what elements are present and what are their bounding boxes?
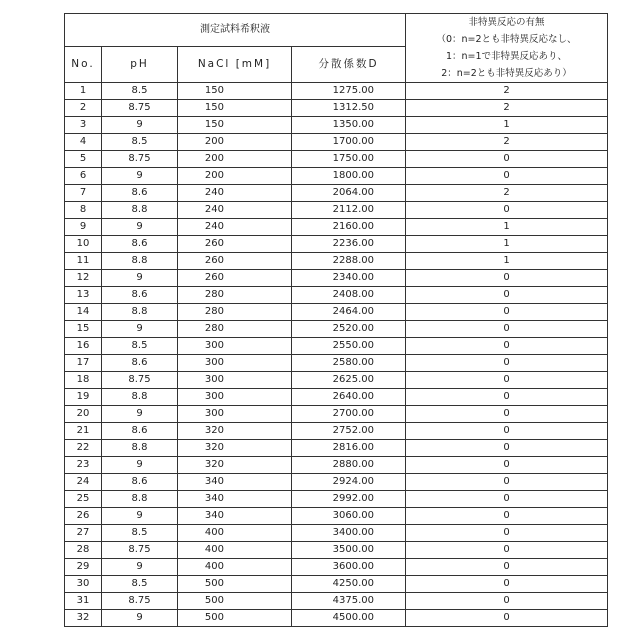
cell-ph: 8.8 bbox=[102, 202, 178, 219]
cell-nacl: 260 bbox=[178, 236, 292, 253]
cell-reaction: 0 bbox=[406, 508, 608, 525]
table-row bbox=[65, 491, 608, 508]
cell-nacl: 240 bbox=[178, 185, 292, 202]
cell-nacl: 320 bbox=[178, 423, 292, 440]
cell-nacl: 340 bbox=[178, 491, 292, 508]
table-row bbox=[65, 508, 608, 525]
table-row bbox=[65, 372, 608, 389]
table-row bbox=[65, 202, 608, 219]
table-row bbox=[65, 474, 608, 491]
cell-ph: 8.6 bbox=[102, 185, 178, 202]
table-row bbox=[65, 168, 608, 185]
cell-nacl: 200 bbox=[178, 151, 292, 168]
cell-nacl: 280 bbox=[178, 321, 292, 338]
cell-ph: 8.8 bbox=[102, 440, 178, 457]
cell-dispersion: 2992.00 bbox=[292, 491, 406, 508]
table-row bbox=[65, 100, 608, 117]
cell-reaction: 0 bbox=[406, 610, 608, 627]
cell-nacl: 200 bbox=[178, 134, 292, 151]
cell-ph: 8.5 bbox=[102, 525, 178, 542]
cell-nacl: 240 bbox=[178, 219, 292, 236]
header-row-1 bbox=[65, 14, 608, 47]
cell-ph: 8.8 bbox=[102, 304, 178, 321]
cell-no: 7 bbox=[65, 185, 102, 202]
cell-no: 25 bbox=[65, 491, 102, 508]
col-header-dispersion: 分散係数D bbox=[292, 47, 406, 83]
table-row bbox=[65, 525, 608, 542]
cell-nacl: 260 bbox=[178, 270, 292, 287]
cell-dispersion: 2924.00 bbox=[292, 474, 406, 491]
cell-no: 4 bbox=[65, 134, 102, 151]
cell-dispersion: 4375.00 bbox=[292, 593, 406, 610]
cell-reaction: 0 bbox=[406, 474, 608, 491]
table-row bbox=[65, 610, 608, 627]
cell-dispersion: 2464.00 bbox=[292, 304, 406, 321]
cell-reaction: 1 bbox=[406, 236, 608, 253]
cell-reaction: 0 bbox=[406, 287, 608, 304]
table-row bbox=[65, 457, 608, 474]
cell-dispersion: 2580.00 bbox=[292, 355, 406, 372]
cell-reaction: 2 bbox=[406, 134, 608, 151]
cell-dispersion: 2408.00 bbox=[292, 287, 406, 304]
cell-ph: 8.5 bbox=[102, 338, 178, 355]
cell-no: 13 bbox=[65, 287, 102, 304]
cell-nacl: 280 bbox=[178, 304, 292, 321]
cell-nacl: 400 bbox=[178, 525, 292, 542]
cell-dispersion: 3500.00 bbox=[292, 542, 406, 559]
table-row bbox=[65, 406, 608, 423]
cell-no: 17 bbox=[65, 355, 102, 372]
cell-nacl: 260 bbox=[178, 253, 292, 270]
cell-ph: 9 bbox=[102, 321, 178, 338]
table-row bbox=[65, 389, 608, 406]
cell-nacl: 150 bbox=[178, 83, 292, 100]
cell-reaction: 0 bbox=[406, 338, 608, 355]
cell-dispersion: 2520.00 bbox=[292, 321, 406, 338]
cell-dispersion: 1275.00 bbox=[292, 83, 406, 100]
cell-no: 5 bbox=[65, 151, 102, 168]
cell-dispersion: 2236.00 bbox=[292, 236, 406, 253]
cell-nacl: 320 bbox=[178, 440, 292, 457]
cell-reaction: 1 bbox=[406, 219, 608, 236]
cell-reaction: 0 bbox=[406, 542, 608, 559]
table-row bbox=[65, 219, 608, 236]
cell-dispersion: 2288.00 bbox=[292, 253, 406, 270]
cell-dispersion: 2752.00 bbox=[292, 423, 406, 440]
cell-reaction: 0 bbox=[406, 525, 608, 542]
cell-ph: 8.8 bbox=[102, 389, 178, 406]
cell-dispersion: 2160.00 bbox=[292, 219, 406, 236]
cell-reaction: 0 bbox=[406, 457, 608, 474]
cell-no: 29 bbox=[65, 559, 102, 576]
result-note-3: 2：n=2とも非特異反応あり） bbox=[406, 65, 607, 82]
cell-no: 6 bbox=[65, 168, 102, 185]
cell-ph: 8.5 bbox=[102, 576, 178, 593]
result-title: 非特異反応の有無 bbox=[406, 14, 607, 31]
col-header-ph: pH bbox=[102, 47, 178, 83]
cell-no: 14 bbox=[65, 304, 102, 321]
cell-no: 12 bbox=[65, 270, 102, 287]
cell-nacl: 400 bbox=[178, 542, 292, 559]
cell-ph: 8.75 bbox=[102, 151, 178, 168]
cell-ph: 8.8 bbox=[102, 491, 178, 508]
cell-ph: 9 bbox=[102, 508, 178, 525]
cell-no: 30 bbox=[65, 576, 102, 593]
cell-ph: 9 bbox=[102, 457, 178, 474]
cell-reaction: 0 bbox=[406, 304, 608, 321]
cell-no: 26 bbox=[65, 508, 102, 525]
cell-dispersion: 2064.00 bbox=[292, 185, 406, 202]
cell-nacl: 500 bbox=[178, 610, 292, 627]
table-row bbox=[65, 253, 608, 270]
cell-reaction: 0 bbox=[406, 355, 608, 372]
result-header bbox=[406, 14, 608, 83]
cell-nacl: 300 bbox=[178, 338, 292, 355]
table-row bbox=[65, 236, 608, 253]
table-row bbox=[65, 423, 608, 440]
cell-nacl: 150 bbox=[178, 117, 292, 134]
cell-no: 23 bbox=[65, 457, 102, 474]
cell-reaction: 0 bbox=[406, 168, 608, 185]
cell-nacl: 500 bbox=[178, 576, 292, 593]
result-note-2: 1：n=1で非特異反応あり、 bbox=[406, 48, 607, 65]
col-header-nacl: NaCl [mM] bbox=[178, 47, 292, 83]
cell-nacl: 300 bbox=[178, 406, 292, 423]
table-row bbox=[65, 593, 608, 610]
cell-dispersion: 1800.00 bbox=[292, 168, 406, 185]
cell-no: 15 bbox=[65, 321, 102, 338]
table-row bbox=[65, 559, 608, 576]
cell-dispersion: 2640.00 bbox=[292, 389, 406, 406]
data-table bbox=[64, 13, 608, 627]
cell-no: 3 bbox=[65, 117, 102, 134]
cell-ph: 8.6 bbox=[102, 355, 178, 372]
cell-no: 1 bbox=[65, 83, 102, 100]
cell-dispersion: 2816.00 bbox=[292, 440, 406, 457]
cell-ph: 9 bbox=[102, 610, 178, 627]
cell-ph: 8.6 bbox=[102, 474, 178, 491]
cell-ph: 9 bbox=[102, 406, 178, 423]
cell-reaction: 1 bbox=[406, 117, 608, 134]
cell-reaction: 0 bbox=[406, 423, 608, 440]
cell-dispersion: 3060.00 bbox=[292, 508, 406, 525]
cell-dispersion: 1312.50 bbox=[292, 100, 406, 117]
cell-reaction: 0 bbox=[406, 576, 608, 593]
cell-reaction: 0 bbox=[406, 151, 608, 168]
table-row bbox=[65, 321, 608, 338]
cell-reaction: 0 bbox=[406, 372, 608, 389]
result-note-1: （0：n=2とも非特異反応なし、 bbox=[406, 31, 607, 48]
cell-ph: 8.5 bbox=[102, 134, 178, 151]
cell-reaction: 1 bbox=[406, 253, 608, 270]
cell-reaction: 0 bbox=[406, 389, 608, 406]
cell-no: 10 bbox=[65, 236, 102, 253]
cell-ph: 8.5 bbox=[102, 83, 178, 100]
cell-ph: 8.6 bbox=[102, 287, 178, 304]
cell-ph: 9 bbox=[102, 168, 178, 185]
cell-ph: 9 bbox=[102, 219, 178, 236]
cell-no: 8 bbox=[65, 202, 102, 219]
cell-no: 21 bbox=[65, 423, 102, 440]
cell-dispersion: 1350.00 bbox=[292, 117, 406, 134]
group-title: 測定試料希釈液 bbox=[65, 14, 406, 47]
cell-dispersion: 4500.00 bbox=[292, 610, 406, 627]
cell-no: 20 bbox=[65, 406, 102, 423]
table-row bbox=[65, 355, 608, 372]
table-row bbox=[65, 185, 608, 202]
col-header-no: No. bbox=[65, 47, 102, 83]
table-row bbox=[65, 287, 608, 304]
table-row bbox=[65, 151, 608, 168]
cell-reaction: 2 bbox=[406, 185, 608, 202]
cell-reaction: 0 bbox=[406, 491, 608, 508]
cell-nacl: 280 bbox=[178, 287, 292, 304]
cell-nacl: 200 bbox=[178, 168, 292, 185]
cell-dispersion: 2625.00 bbox=[292, 372, 406, 389]
cell-no: 31 bbox=[65, 593, 102, 610]
cell-ph: 8.8 bbox=[102, 253, 178, 270]
cell-nacl: 340 bbox=[178, 474, 292, 491]
cell-no: 28 bbox=[65, 542, 102, 559]
table-row bbox=[65, 270, 608, 287]
cell-dispersion: 2112.00 bbox=[292, 202, 406, 219]
cell-ph: 8.75 bbox=[102, 100, 178, 117]
cell-dispersion: 2340.00 bbox=[292, 270, 406, 287]
cell-nacl: 400 bbox=[178, 559, 292, 576]
cell-ph: 8.6 bbox=[102, 236, 178, 253]
cell-dispersion: 1700.00 bbox=[292, 134, 406, 151]
cell-nacl: 240 bbox=[178, 202, 292, 219]
table-row bbox=[65, 304, 608, 321]
cell-ph: 8.6 bbox=[102, 423, 178, 440]
cell-reaction: 2 bbox=[406, 83, 608, 100]
cell-dispersion: 3600.00 bbox=[292, 559, 406, 576]
cell-dispersion: 2700.00 bbox=[292, 406, 406, 423]
table-body bbox=[65, 83, 608, 627]
cell-reaction: 2 bbox=[406, 100, 608, 117]
table-row bbox=[65, 576, 608, 593]
table-row bbox=[65, 542, 608, 559]
cell-reaction: 0 bbox=[406, 406, 608, 423]
cell-no: 22 bbox=[65, 440, 102, 457]
cell-dispersion: 3400.00 bbox=[292, 525, 406, 542]
cell-no: 24 bbox=[65, 474, 102, 491]
cell-no: 9 bbox=[65, 219, 102, 236]
cell-no: 32 bbox=[65, 610, 102, 627]
cell-ph: 9 bbox=[102, 270, 178, 287]
table-row bbox=[65, 83, 608, 100]
cell-nacl: 500 bbox=[178, 593, 292, 610]
cell-dispersion: 2550.00 bbox=[292, 338, 406, 355]
cell-dispersion: 1750.00 bbox=[292, 151, 406, 168]
table-row bbox=[65, 440, 608, 457]
cell-nacl: 300 bbox=[178, 355, 292, 372]
table-row bbox=[65, 117, 608, 134]
cell-ph: 8.75 bbox=[102, 593, 178, 610]
cell-nacl: 340 bbox=[178, 508, 292, 525]
cell-reaction: 0 bbox=[406, 270, 608, 287]
cell-ph: 8.75 bbox=[102, 542, 178, 559]
table-row bbox=[65, 134, 608, 151]
cell-nacl: 300 bbox=[178, 389, 292, 406]
cell-ph: 9 bbox=[102, 117, 178, 134]
cell-reaction: 0 bbox=[406, 321, 608, 338]
cell-no: 16 bbox=[65, 338, 102, 355]
cell-no: 2 bbox=[65, 100, 102, 117]
cell-no: 11 bbox=[65, 253, 102, 270]
cell-reaction: 0 bbox=[406, 440, 608, 457]
cell-ph: 9 bbox=[102, 559, 178, 576]
cell-nacl: 150 bbox=[178, 100, 292, 117]
cell-dispersion: 2880.00 bbox=[292, 457, 406, 474]
cell-dispersion: 4250.00 bbox=[292, 576, 406, 593]
cell-no: 19 bbox=[65, 389, 102, 406]
cell-nacl: 320 bbox=[178, 457, 292, 474]
cell-no: 27 bbox=[65, 525, 102, 542]
cell-ph: 8.75 bbox=[102, 372, 178, 389]
cell-reaction: 0 bbox=[406, 593, 608, 610]
cell-no: 18 bbox=[65, 372, 102, 389]
cell-nacl: 300 bbox=[178, 372, 292, 389]
cell-reaction: 0 bbox=[406, 202, 608, 219]
cell-reaction: 0 bbox=[406, 559, 608, 576]
table-row bbox=[65, 338, 608, 355]
